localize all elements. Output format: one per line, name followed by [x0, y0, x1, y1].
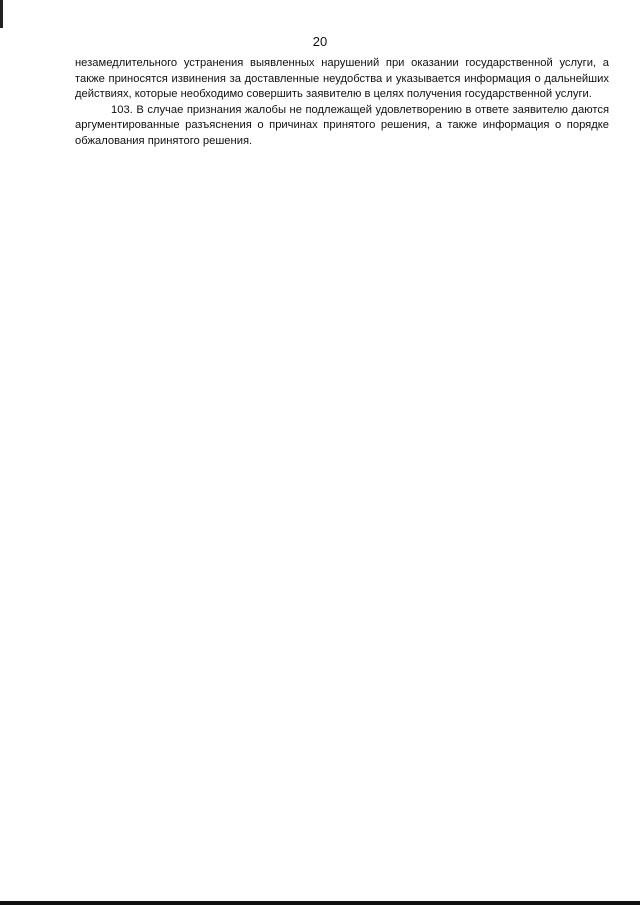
scan-bottom-edge-mark	[0, 901, 640, 905]
document-body	[75, 56, 609, 149]
page-number: 20	[312, 34, 328, 49]
scan-left-edge-mark	[0, 0, 3, 28]
paragraph-continuation: незамедлительного устранения выявленных нарушений при оказании государственной услуги, а также приносятся извинения за доставленные неудобства и указывается информация о дальнейших действиях, которые необходимо совершить заявителю в целях получения государственной услуги.	[75, 57, 609, 100]
paragraph-103: 103. В случае признания жалобы не подлежащей удовлетворению в ответе заявителю даются аргументированные разъяснения о причинах принятого решения, а также информация о порядке обжалования принятого решения.	[75, 103, 609, 147]
